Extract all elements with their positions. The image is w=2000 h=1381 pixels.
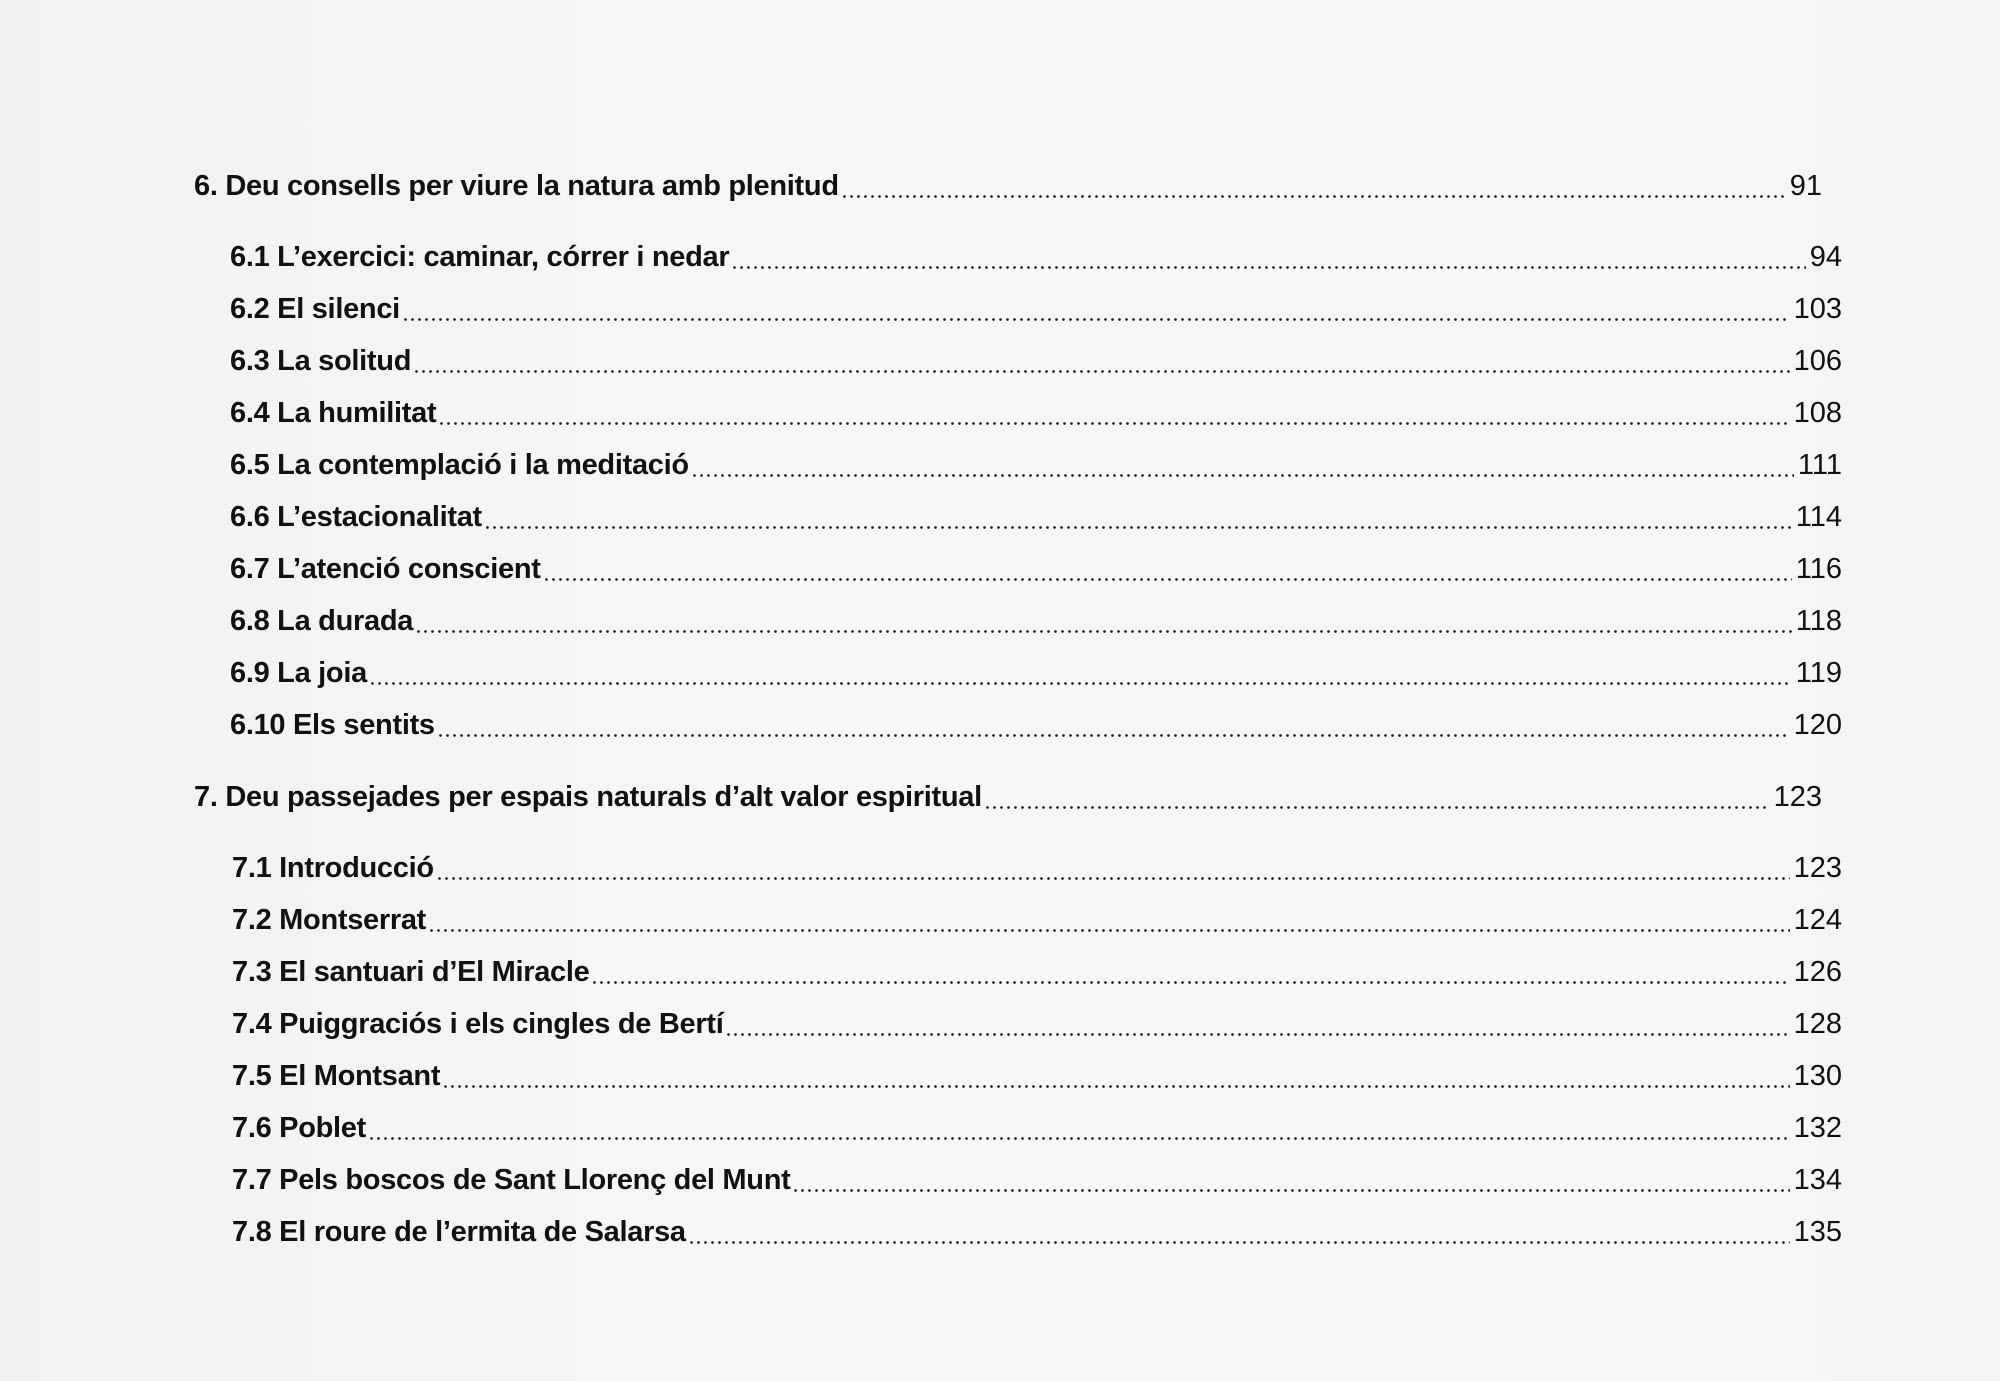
- toc-section-title: 7.7 Pels boscos de Sant Llorenç del Munt: [232, 1164, 791, 1196]
- toc-section-title: 6.6 L’estacionalitat: [230, 501, 482, 533]
- dot-leader: [841, 195, 1786, 198]
- toc-section-title: 7.8 El roure de l’ermita de Salarsa: [232, 1216, 686, 1248]
- toc-section-6-10: [230, 705, 1842, 745]
- dot-leader: [438, 422, 1789, 425]
- dot-leader: [436, 877, 1790, 880]
- toc-section-6-4: [230, 393, 1842, 433]
- toc-section-7-2: [232, 900, 1842, 940]
- dot-leader: [415, 630, 1792, 633]
- dot-leader: [442, 1085, 1789, 1088]
- toc-chapter-title: 6. Deu consells per viure la natura amb plenitud: [194, 170, 839, 202]
- toc-page-number: 134: [1793, 1164, 1842, 1196]
- toc-page-number: 91: [1789, 170, 1822, 202]
- toc-section-title: 6.1 L’exercici: caminar, córrer i nedar: [230, 241, 730, 273]
- toc-page-number: 106: [1793, 345, 1842, 377]
- toc-section-6-2: [230, 289, 1842, 329]
- toc-section-title: 6.7 L’atenció conscient: [230, 553, 541, 585]
- toc-section-title: 7.4 Puiggraciós i els cingles de Bertí: [232, 1008, 724, 1040]
- toc-section-title: 7.3 El santuari d’El Miracle: [232, 956, 590, 988]
- dot-leader: [402, 318, 1790, 321]
- toc-section-title: 6.3 La solitud: [230, 345, 412, 377]
- toc-chapter-6: [194, 166, 1822, 206]
- toc-section-title: 7.1 Introducció: [232, 852, 434, 884]
- dot-leader: [484, 526, 1792, 529]
- toc-section-title: 6.9 La joia: [230, 657, 367, 689]
- toc-section-title: 7.2 Montserrat: [232, 904, 427, 936]
- toc-section-title: 7.5 El Montsant: [232, 1060, 441, 1092]
- toc-page-number: 128: [1793, 1008, 1842, 1040]
- toc-section-title: 6.8 La durada: [230, 605, 414, 637]
- toc-section-7-4: [232, 1004, 1842, 1044]
- toc-page-number: 114: [1795, 501, 1842, 533]
- toc-page-number: 130: [1793, 1060, 1842, 1092]
- toc-section-title: 6.2 El silenci: [230, 293, 400, 325]
- toc-chapter-7: [194, 777, 1822, 817]
- toc-page-number: 124: [1793, 904, 1842, 936]
- toc-page-number: 135: [1793, 1216, 1842, 1248]
- dot-leader: [413, 370, 1789, 373]
- dot-leader: [428, 929, 1790, 932]
- toc-page-number: 123: [1793, 852, 1842, 884]
- toc-page-number: 118: [1795, 605, 1842, 637]
- toc-section-7-5: [232, 1056, 1842, 1096]
- toc-page-number: 111: [1797, 449, 1842, 481]
- toc-section-6-7: [230, 549, 1842, 589]
- toc-section-title: 6.4 La humilitat: [230, 397, 437, 429]
- toc-section-7-8: [232, 1212, 1842, 1252]
- dot-leader: [437, 734, 1790, 737]
- toc-section-title: 6.5 La contemplació i la meditació: [230, 449, 689, 481]
- toc-section-7-6: [232, 1108, 1842, 1148]
- toc-section-6-5: [230, 445, 1842, 485]
- toc-section-title: 6.10 Els sentits: [230, 709, 435, 741]
- dot-leader: [725, 1033, 1789, 1036]
- toc-page-number: 94: [1809, 241, 1842, 273]
- dot-leader: [543, 578, 1792, 581]
- toc-section-7-1: [232, 848, 1842, 888]
- dot-leader: [984, 806, 1770, 809]
- toc-page-number: 116: [1795, 553, 1842, 585]
- toc-chapter-title: 7. Deu passejades per espais naturals d’alt valor espiritual: [194, 781, 982, 813]
- toc-page-number: 119: [1795, 657, 1842, 689]
- toc-section-title: 7.6 Poblet: [232, 1112, 366, 1144]
- toc-page-number: 120: [1793, 709, 1842, 741]
- toc-section-6-3: [230, 341, 1842, 381]
- dot-leader: [688, 1241, 1790, 1244]
- toc-section-6-1: [230, 237, 1842, 277]
- dot-leader: [792, 1189, 1789, 1192]
- toc-section-6-6: [230, 497, 1842, 537]
- toc-section-7-7: [232, 1160, 1842, 1200]
- toc-page-number: 123: [1773, 781, 1822, 813]
- dot-leader: [368, 1137, 1790, 1140]
- toc-section-7-3: [232, 952, 1842, 992]
- toc-page-number: 132: [1793, 1112, 1842, 1144]
- toc-section-6-9: [230, 653, 1842, 693]
- dot-leader: [591, 981, 1789, 984]
- dot-leader: [731, 266, 1805, 269]
- toc-page-number: 126: [1793, 956, 1842, 988]
- toc-section-6-8: [230, 601, 1842, 641]
- dot-leader: [369, 682, 1792, 685]
- dot-leader: [691, 474, 1794, 477]
- toc-page-number: 103: [1793, 293, 1842, 325]
- toc-page-number: 108: [1793, 397, 1842, 429]
